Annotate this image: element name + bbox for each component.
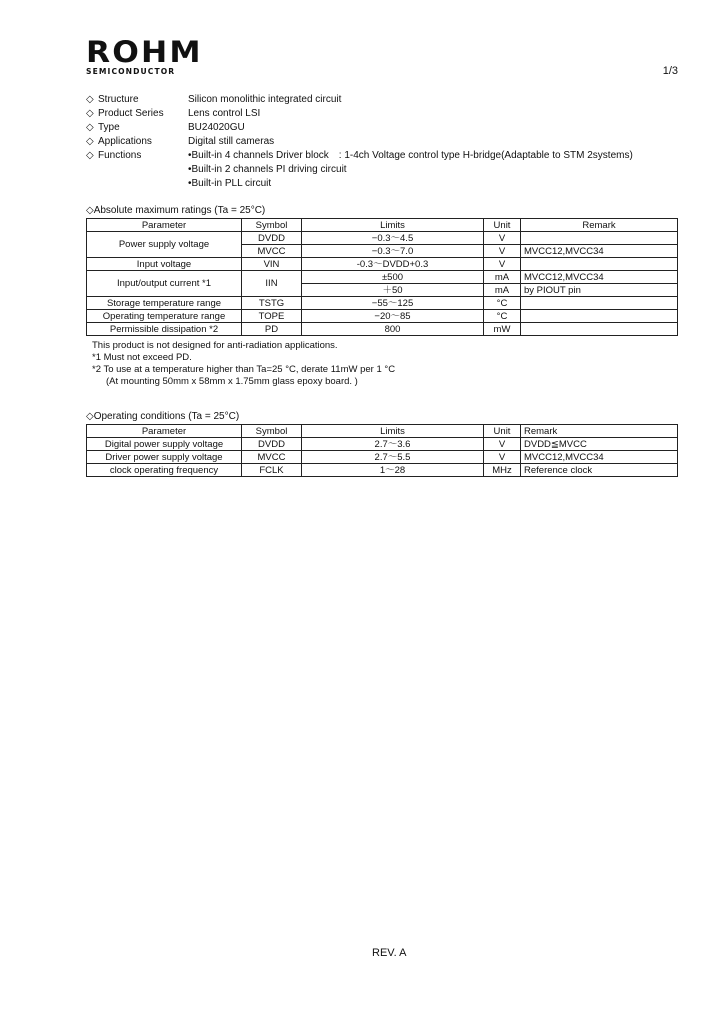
- remark-cell: MVCC12,MVCC34: [521, 245, 678, 258]
- abs-max-title: ◇Absolute maximum ratings (Ta = 25°C): [86, 205, 266, 216]
- unit-cell: °C: [484, 310, 521, 323]
- note-line: This product is not designed for anti-radiation applications.: [92, 340, 338, 351]
- parameter-cell: Input voltage: [87, 258, 242, 271]
- unit-cell: MHz: [484, 464, 521, 477]
- table-row: [87, 271, 678, 284]
- symbol-cell: IIN: [242, 271, 302, 297]
- table-row: [87, 438, 678, 451]
- limits-cell: 1～28: [302, 464, 484, 477]
- unit-cell: V: [484, 232, 521, 245]
- symbol-cell: VIN: [242, 258, 302, 271]
- abs-max-notes: [92, 340, 395, 388]
- header-cell: Symbol: [242, 425, 302, 438]
- parameter-cell: Power supply voltage: [87, 232, 242, 258]
- remark-cell: [521, 232, 678, 245]
- remark-cell: MVCC12,MVCC34: [521, 451, 678, 464]
- header-cell: Parameter: [87, 219, 242, 232]
- unit-cell: mW: [484, 323, 521, 336]
- header-cell: Symbol: [242, 219, 302, 232]
- header-cell: Unit: [484, 425, 521, 438]
- info-row-product-series: [86, 107, 633, 121]
- symbol-cell: FCLK: [242, 464, 302, 477]
- remark-cell: MVCC12,MVCC34: [521, 271, 678, 284]
- unit-cell: V: [484, 258, 521, 271]
- op-cond-title: ◇Operating conditions (Ta = 25°C): [86, 411, 240, 422]
- header-cell: Parameter: [87, 425, 242, 438]
- limits-cell: ±500: [302, 271, 484, 284]
- info-row-structure: [86, 93, 633, 107]
- limits-cell: -0.3～DVDD+0.3: [302, 258, 484, 271]
- symbol-cell: PD: [242, 323, 302, 336]
- info-row-functions-extra: [86, 163, 633, 177]
- unit-cell: °C: [484, 297, 521, 310]
- info-row-applications: [86, 135, 633, 149]
- rohm-logo: [86, 35, 203, 76]
- info-value: BU24020GU: [188, 122, 245, 133]
- diamond-icon: ◇: [86, 122, 94, 133]
- unit-cell: V: [484, 438, 521, 451]
- symbol-cell: DVDD: [242, 438, 302, 451]
- parameter-cell: Digital power supply voltage: [87, 438, 242, 451]
- info-label: Product Series: [98, 108, 164, 119]
- symbol-cell: MVCC: [242, 245, 302, 258]
- limits-cell: ＋50: [302, 284, 484, 297]
- diamond-icon: ◇: [86, 136, 94, 147]
- remark-cell: [521, 297, 678, 310]
- unit-cell: V: [484, 245, 521, 258]
- logo-subtext: SEMICONDUCTOR: [86, 67, 176, 76]
- info-value: •Built-in 2 channels PI driving circuit: [188, 164, 347, 175]
- parameter-cell: clock operating frequency: [87, 464, 242, 477]
- note-line: *1 Must not exceed PD.: [92, 352, 192, 363]
- diamond-icon: ◇: [86, 108, 94, 119]
- limits-cell: 2.7～3.6: [302, 438, 484, 451]
- symbol-cell: DVDD: [242, 232, 302, 245]
- limits-cell: −0.3～7.0: [302, 245, 484, 258]
- parameter-cell: Input/output current *1: [87, 271, 242, 297]
- abs-max-table: [86, 218, 678, 336]
- remark-cell: [521, 323, 678, 336]
- diamond-icon: ◇: [86, 150, 94, 161]
- parameter-cell: Driver power supply voltage: [87, 451, 242, 464]
- info-value: Silicon monolithic integrated circuit: [188, 94, 342, 105]
- info-label: Structure: [98, 94, 139, 105]
- info-row-type: [86, 121, 633, 135]
- info-row-functions-extra: [86, 177, 633, 191]
- info-label: Type: [98, 122, 120, 133]
- note-line: *2 To use at a temperature higher than Ta=25 °C, derate 11mW per 1 °C: [92, 364, 396, 375]
- remark-cell: DVDD≦MVCC: [521, 438, 678, 451]
- table-row: [87, 258, 678, 271]
- op-cond-table: [86, 424, 678, 477]
- revision-label: REV. A: [372, 947, 407, 959]
- header-cell: Remark: [521, 219, 678, 232]
- logo-text: ROHM: [86, 35, 203, 69]
- symbol-cell: TSTG: [242, 297, 302, 310]
- symbol-cell: MVCC: [242, 451, 302, 464]
- parameter-cell: Storage temperature range: [87, 297, 242, 310]
- table-row: [87, 451, 678, 464]
- header-cell: Remark: [521, 425, 678, 438]
- info-label: Applications: [98, 136, 152, 147]
- unit-cell: mA: [484, 271, 521, 284]
- limits-cell: 2.7～5.5: [302, 451, 484, 464]
- table-header-row: [87, 219, 678, 232]
- limits-cell: 800: [302, 323, 484, 336]
- info-row-functions: [86, 149, 633, 163]
- product-info: [86, 93, 633, 191]
- table-row: [87, 310, 678, 323]
- unit-cell: mA: [484, 284, 521, 297]
- table-header-row: [87, 425, 678, 438]
- limits-cell: −20～85: [302, 310, 484, 323]
- remark-cell: [521, 258, 678, 271]
- unit-cell: V: [484, 451, 521, 464]
- header-cell: Unit: [484, 219, 521, 232]
- page-number: 1/3: [662, 65, 678, 77]
- note-line: (At mounting 50mm x 58mm x 1.75mm glass epoxy board. ): [106, 376, 358, 387]
- symbol-cell: TOPE: [242, 310, 302, 323]
- table-row: [87, 232, 678, 245]
- header-cell: Limits: [302, 425, 484, 438]
- parameter-cell: Operating temperature range: [87, 310, 242, 323]
- info-value: •Built-in PLL circuit: [188, 178, 272, 189]
- diamond-icon: ◇: [86, 94, 94, 105]
- table-row: [87, 464, 678, 477]
- limits-cell: −55～125: [302, 297, 484, 310]
- remark-cell: by PIOUT pin: [521, 284, 678, 297]
- remark-cell: Reference clock: [521, 464, 678, 477]
- limits-cell: −0.3～4.5: [302, 232, 484, 245]
- info-value: Lens control LSI: [188, 108, 261, 119]
- header-cell: Limits: [302, 219, 484, 232]
- parameter-cell: Permissible dissipation *2: [87, 323, 242, 336]
- remark-cell: [521, 310, 678, 323]
- info-value: •Built-in 4 channels Driver block : 1-4ch Voltage control type H-bridge(Adaptable to STM 2systems): [188, 150, 633, 161]
- info-label: Functions: [98, 150, 142, 161]
- table-row: [87, 323, 678, 336]
- table-row: [87, 297, 678, 310]
- info-value: Digital still cameras: [188, 136, 275, 147]
